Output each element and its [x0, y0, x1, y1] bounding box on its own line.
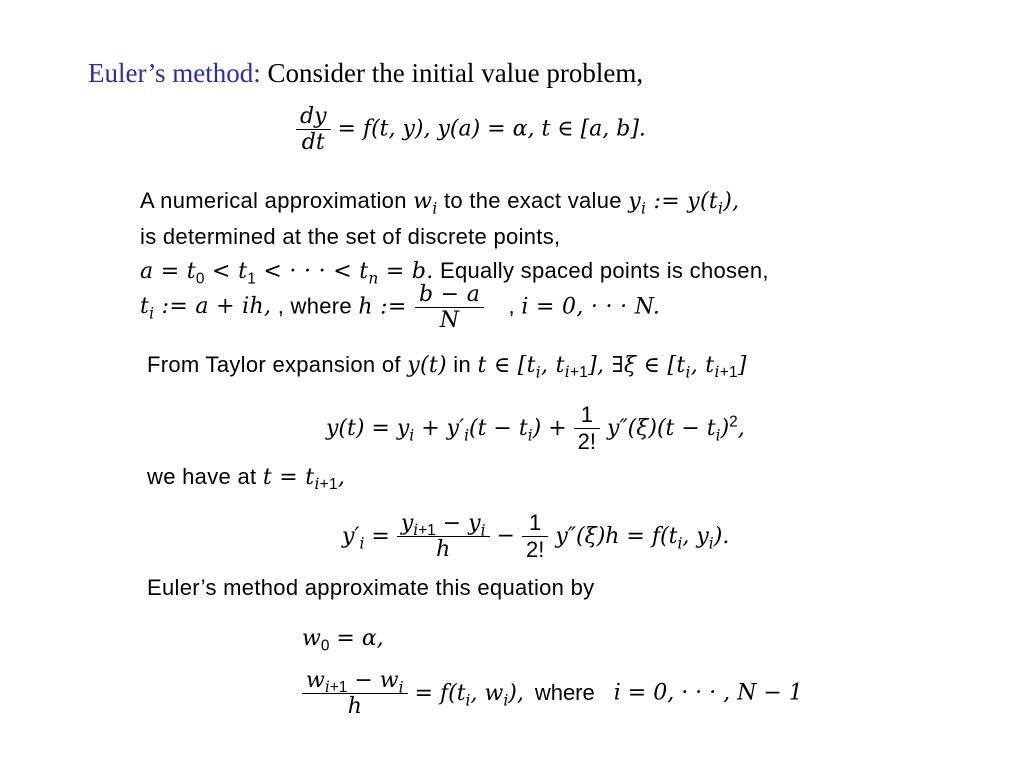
taylor-interval: t ∈ [$t_i$, $t_{i+1}$], ∃ξ ∈ [$t_i$, $t_{i+1}$] — [477, 353, 747, 382]
para1-line3: $a = t_0 < t_1$ < · · · < $t_n = b$. Equally spaced points is chosen, — [140, 258, 769, 288]
t-i-definition: $t_i$ := a + ih, — [140, 294, 272, 323]
difference-quotient: $\frac{y_{i+1} - y_i}{h}$ — [397, 511, 490, 562]
taylor-equation: $y(t) = y_i + y'_i(t - t_i)$ + $\frac{1}{2!}$ $y''(\xi)(t - t_i)^2$, — [326, 402, 745, 454]
euler-text: Euler’s method approximate this equation by — [147, 575, 595, 600]
h-definition: h := — [358, 294, 407, 320]
w-i-symbol: $w_i$ — [413, 189, 438, 218]
step-size-fraction: $\frac{b - a}{N}$ — [415, 282, 484, 333]
index-range: i = 0, · · · N. — [521, 294, 661, 320]
euler-index-range: i = 0, · · · , N − 1 — [613, 680, 803, 706]
half-fraction: $\frac{1}{2!}$ — [574, 402, 600, 455]
ivp-rhs: = f(t, y), y(a) = α, t ∈ [a, b]. — [337, 116, 646, 142]
heading-text: Consider the initial value problem, — [267, 58, 644, 88]
para1-line2: is determined at the set of discrete points, — [140, 224, 561, 249]
dt-denominator: dt — [301, 130, 325, 155]
exact-value-definition: $y_i$ := $y(t_i)$, — [628, 189, 740, 218]
para1-line1: A numerical approximation $w_i$ to the exact value $y_i$ := $y(t_i)$, — [140, 188, 740, 218]
derivative-equation: $y'_i$ = $\frac{y_{i+1} - y_i}{h}$ − $\frac{1}{2!}$ $y''(\xi)h = f(t_i$, $y_i$). — [342, 510, 730, 562]
have-text: we have at $t = t_{i+1}$, — [147, 464, 346, 494]
euler-initial: $w_0 = \alpha$, — [302, 626, 384, 655]
para1-line4: $t_i$ := a + ih, , where h := $\frac{b - a}{N}$ , i = 0, · · · N. — [140, 282, 661, 333]
taylor-text: From Taylor expansion of y(t) in t ∈ [$t_i$, $t_{i+1}$], ∃ξ ∈ [$t_i$, $t_{i+1}$] — [147, 352, 747, 382]
euler-scheme: $\frac{w_{i+1} - w_i}{h}$ = $f(t_i$, $w_i$), where i = 0, · · · , N − 1 — [302, 668, 803, 719]
heading-title: Euler’s method: — [88, 58, 261, 88]
discrete-points-expression: $a = t_0 < t_1$ < · · · < $t_n = b$. — [140, 259, 434, 288]
slide-heading — [88, 58, 643, 89]
ivp-equation — [296, 104, 646, 155]
dy-dt-fraction — [296, 104, 331, 155]
dy-numerator: dy — [296, 104, 331, 130]
euler-difference-quotient: $\frac{w_{i+1} - w_i}{h}$ — [302, 668, 408, 719]
half-fraction-2: $\frac{1}{2!}$ — [522, 510, 548, 563]
